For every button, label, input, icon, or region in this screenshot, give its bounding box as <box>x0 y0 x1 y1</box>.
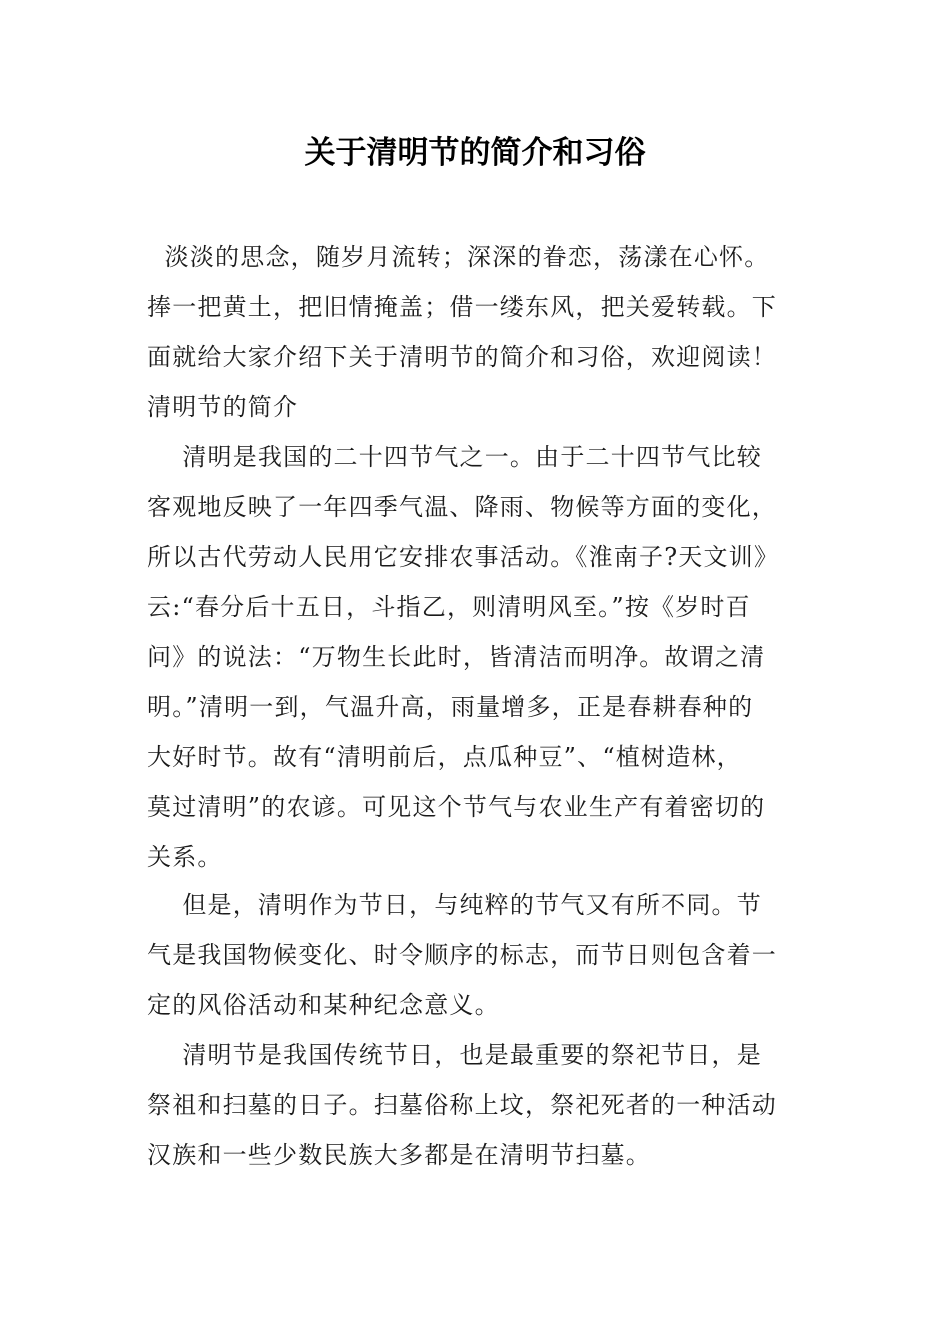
paragraph-2 <box>147 880 812 1030</box>
text-line: 所以古代劳动人民用它安排农事活动。《淮南子?天文训》 <box>147 543 780 571</box>
text-line: 问》的说法：“万物生长此时，皆清洁而明净。故谓之清 <box>147 643 766 671</box>
text-line: 莫过清明”的农谚。可见这个节气与农业生产有着密切的 <box>147 793 766 821</box>
text-line: 清明是我国的二十四节气之一。由于二十四节气比较 <box>147 443 762 471</box>
document-title: 关于清明节的简介和习俗 <box>304 135 646 171</box>
text-line: 但是，清明作为节日，与纯粹的节气又有所不同。节 <box>147 891 762 919</box>
section-heading-block <box>147 382 812 432</box>
text-line: 清明节是我国传统节日，也是最重要的祭祀节日，是 <box>147 1041 762 1069</box>
text-line: 明。”清明一到，气温升高，雨量增多，正是春耕春种的 <box>147 693 754 721</box>
text-line: 客观地反映了一年四季气温、降雨、物候等方面的变化， <box>147 493 777 521</box>
text-line: 定的风俗活动和某种纪念意义。 <box>147 991 500 1019</box>
text-line: 祭祖和扫墓的日子。扫墓俗称上坟，祭祀死者的一种活动 <box>147 1091 777 1119</box>
text-line: 气是我国物候变化、时令顺序的标志，而节日则包含着一 <box>147 941 777 969</box>
paragraph-1 <box>147 432 812 882</box>
text-line: 关系。 <box>147 843 223 871</box>
paragraph-3 <box>147 1030 812 1180</box>
text-line: 汉族和一些少数民族大多都是在清明节扫墓。 <box>147 1141 651 1169</box>
intro-paragraph <box>147 232 812 382</box>
text-line: 捧一把黄土，把旧情掩盖；借一缕东风，把关爱转载。下 <box>147 293 777 321</box>
text-line: 面就给大家介绍下关于清明节的简介和习俗，欢迎阅读！ <box>147 343 777 371</box>
text-line: 淡淡的思念，随岁月流转；深深的眷恋，荡漾在心怀。 <box>147 243 770 271</box>
text-line: 云:“春分后十五日，斗指乙，则清明风至。”按《岁时百 <box>147 593 751 621</box>
section-heading: 清明节的简介 <box>147 393 299 421</box>
text-line: 大好时节。故有“清明前后，点瓜种豆”、“植树造林， <box>147 743 742 771</box>
